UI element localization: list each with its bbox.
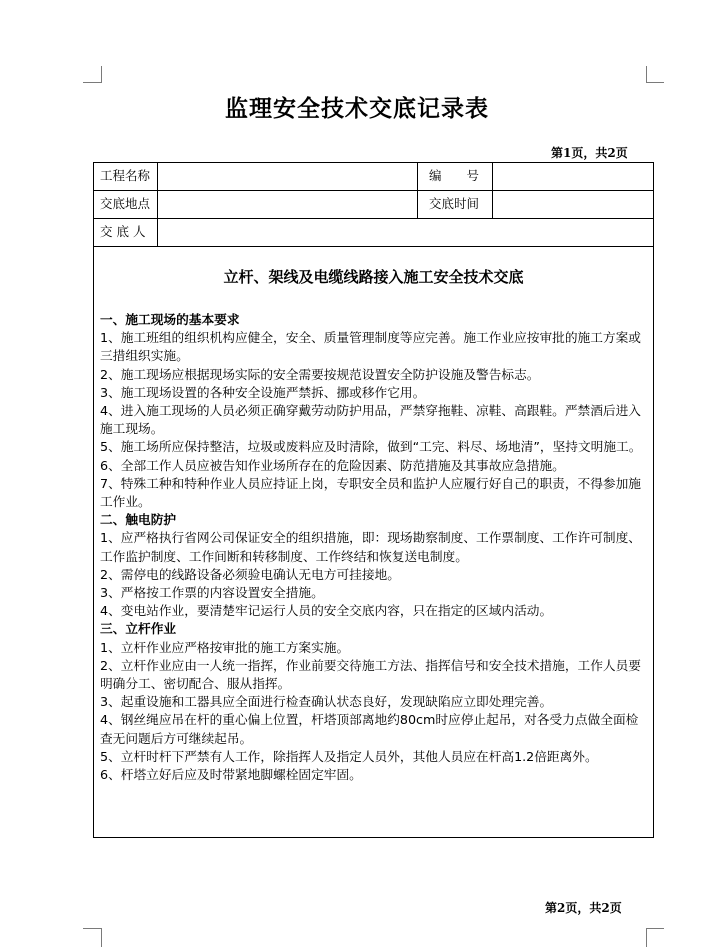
content-paragraph: 4、钢丝绳应吊在杆的重心偏上位置，杆塔顶部离地约80cm时应停止起吊，对各受力点做全面检查无问题后方可继续起吊。 xyxy=(100,712,639,746)
content-paragraph: 5、立杆时杆下严禁有人工作，除指挥人及指定人员外，其他人员应在杆高1.2倍距离外。 xyxy=(100,748,598,764)
crop-mark xyxy=(101,928,102,947)
section-heading: 三、立杆作业 xyxy=(100,621,177,637)
section-heading: 一、施工现场的基本要求 xyxy=(100,312,240,327)
table-col-divider xyxy=(417,163,418,218)
presenter-label: 交 底 人 xyxy=(100,224,146,239)
section-title: 立杆、架线及电缆线路接入施工安全技术交底 xyxy=(223,268,524,286)
time-field[interactable] xyxy=(493,191,653,218)
crop-mark xyxy=(83,82,101,83)
time-label: 交底时间 xyxy=(429,196,480,211)
content-paragraph: 6、全部工作人员应被告知作业场所存在的危险因素、防范措施及其事故应急措施。 xyxy=(100,457,565,473)
project-name-field[interactable] xyxy=(158,163,417,190)
content-paragraph: 2、立杆作业应由一人统一指挥，作业前要交待施工方法、指挥信号和安全技术措施，工作人员要明确分工、密切配合、服从指挥。 xyxy=(100,657,641,692)
presenter-field[interactable] xyxy=(158,219,653,246)
document-title: 监理安全技术交底记录表 xyxy=(225,95,489,122)
content-paragraph: 3、起重设施和工器具应全面进行检查确认状态良好，发现缺陷应立即处理完善。 xyxy=(100,694,553,710)
page-number-bottom: 第2页，共2页 xyxy=(545,901,622,915)
content-paragraph: 2、需停电的线路设备必须验电确认无电方可挂接地。 xyxy=(100,566,400,582)
crop-mark xyxy=(646,928,647,947)
crop-mark xyxy=(646,928,664,929)
content-paragraph: 5、施工场所应保持整洁，垃圾或废料应及时清除，做到“工完、料尽、场地清”，坚持文明施工。 xyxy=(100,439,642,455)
content-paragraph: 1、应严格执行省网公司保证安全的组织措施，即：现场勘察制度、工作票制度、工作许可制度、工作监护制度、工作间断和转移制度、工作终结和恢复送电制度。 xyxy=(100,530,641,564)
crop-mark xyxy=(101,66,102,83)
content-paragraph: 3、施工现场设置的各种安全设施严禁拆、挪或移作它用。 xyxy=(100,384,426,400)
location-label: 交底地点 xyxy=(100,196,151,211)
crop-mark xyxy=(646,82,664,83)
table-row-divider xyxy=(94,246,653,247)
content-paragraph: 2、施工现场应根据现场实际的安全需要按规范设置安全防护设施及警告标志。 xyxy=(100,366,540,382)
content-paragraph: 7、特殊工种和特种作业人员应持证上岗，专职安全员和监护人应履行好自己的职责，不得参加施工作业。 xyxy=(100,475,641,510)
content-paragraph: 4、进入施工现场的人员必须正确穿戴劳动防护用品，严禁穿拖鞋、凉鞋、高跟鞋。严禁酒后进入施工现场。 xyxy=(100,403,641,437)
number-label: 编 号 xyxy=(429,168,480,183)
page-number-top: 第1页，共2页 xyxy=(551,146,628,160)
content-paragraph: 4、变电站作业，要清楚牢记运行人员的安全交底内容，只在指定的区域内活动。 xyxy=(100,603,553,619)
crop-mark xyxy=(646,66,647,83)
project-name-label: 工程名称 xyxy=(100,168,151,183)
location-field[interactable] xyxy=(158,191,417,218)
content-paragraph: 6、杆塔立好后应及时带紧地脚螺栓固定牢固。 xyxy=(100,767,362,783)
content-paragraph: 1、施工班组的组织机构应健全，安全、质量管理制度等应完善。施工作业应按审批的施工方案或三措组织实施。 xyxy=(100,330,641,364)
section-heading: 二、触电防护 xyxy=(100,512,177,528)
number-field[interactable] xyxy=(493,163,653,190)
content-paragraph: 1、立杆作业应严格按审批的施工方案实施。 xyxy=(100,639,350,655)
crop-mark xyxy=(83,928,101,929)
record-table xyxy=(93,162,654,838)
content-paragraph: 3、严格按工作票的内容设置安全措施。 xyxy=(100,585,324,601)
briefing-content xyxy=(100,311,647,784)
